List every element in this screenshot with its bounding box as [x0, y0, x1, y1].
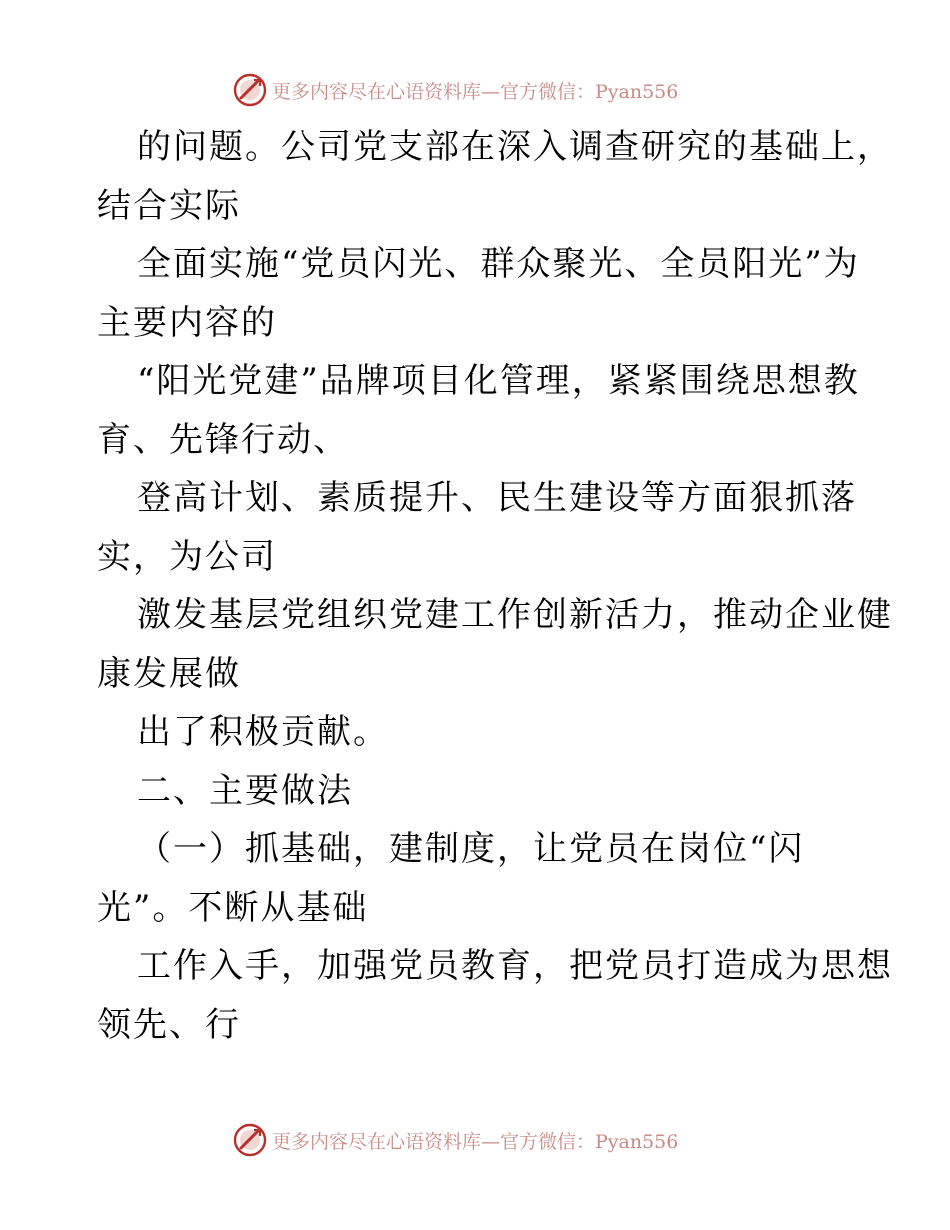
text-line: （一）抓基础，建制度，让党员在岗位“闪 — [137, 829, 805, 869]
text-line: 康发展做 — [97, 653, 241, 694]
footer-banner — [232, 1120, 712, 1160]
text-line: 登高计划、素质提升、民生建设等方面狠抓落 — [137, 478, 857, 518]
text-line: “阳光党建”品牌项目化管理，紧紧围绕思想教 — [137, 361, 860, 401]
seal-logo-icon — [232, 1122, 268, 1158]
text-line: 主要内容的 — [97, 302, 277, 343]
text-line: 实，为公司 — [97, 536, 277, 577]
text-line: 全面实施“党员闪光、群众聚光、全员阳光”为 — [137, 244, 860, 284]
text-line: 出了积极贡献。 — [137, 712, 389, 752]
seal-logo-icon — [232, 72, 268, 108]
body-text — [97, 118, 893, 1054]
text-line: 育、先锋行动、 — [97, 419, 349, 460]
text-line: 光”。不断从基础 — [97, 887, 369, 928]
text-line: 激发基层党组织党建工作创新活力，推动企业健 — [137, 595, 893, 635]
header-banner-text: 更多内容尽在心语资料库—官方微信：Pyan556 — [272, 80, 679, 103]
text-line: 的问题。公司党支部在深入调查研究的基础上， — [137, 127, 893, 167]
text-line: 二、主要做法 — [137, 770, 353, 811]
text-line: 领先、行 — [97, 1004, 241, 1045]
text-line: 工作入手，加强党员教育，把党员打造成为思想 — [137, 946, 893, 986]
footer-banner-text: 更多内容尽在心语资料库—官方微信：Pyan556 — [272, 1130, 679, 1153]
header-banner — [232, 70, 712, 110]
text-line: 结合实际 — [97, 185, 241, 226]
